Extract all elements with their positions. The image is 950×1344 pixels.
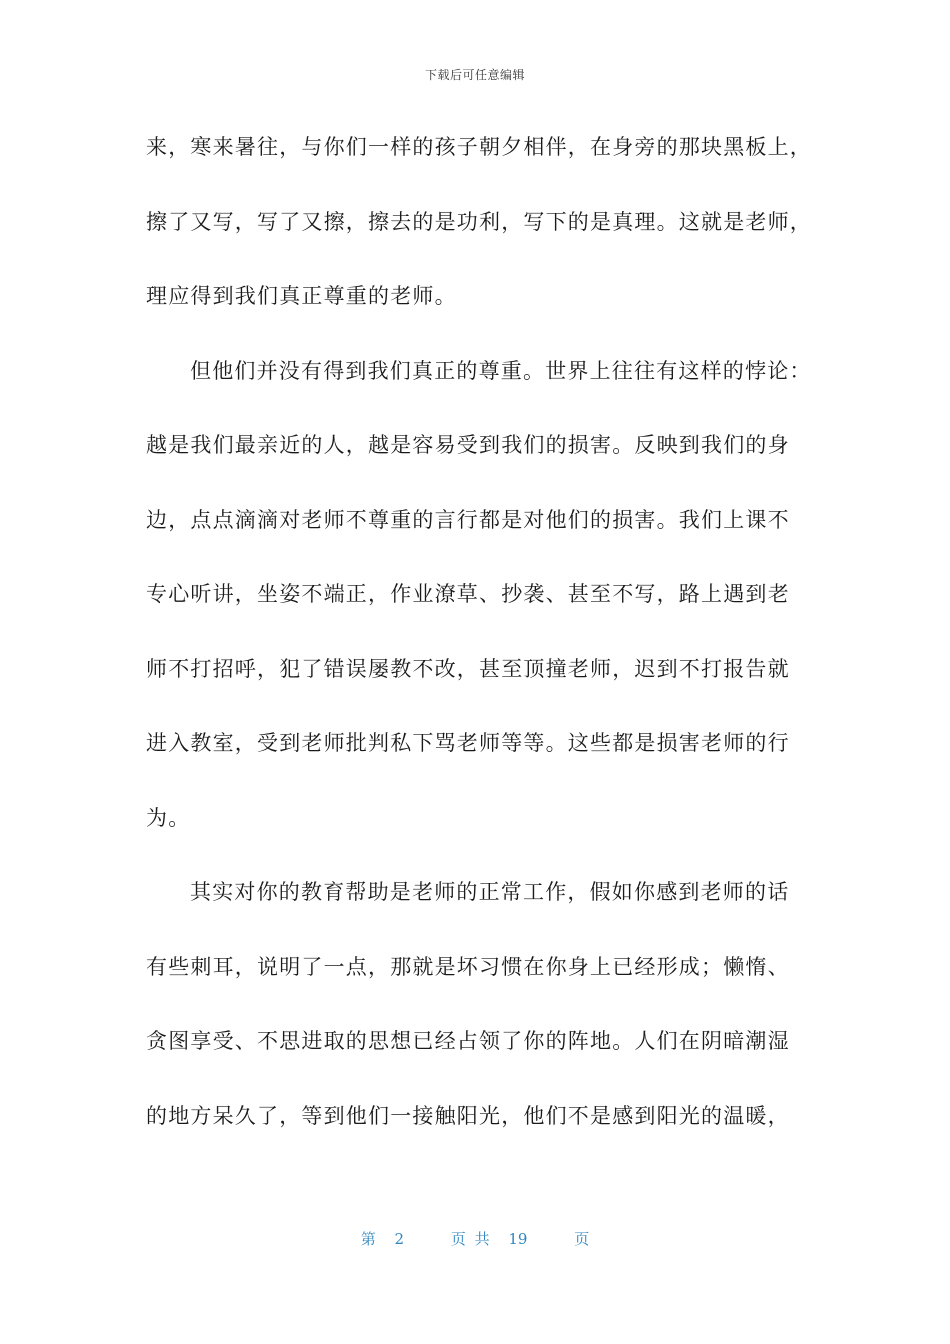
footer-prefix: 第 [360, 1230, 376, 1248]
footer-current-page: 2 [394, 1230, 405, 1248]
footer-mid: 页 共 [450, 1230, 490, 1248]
page-header [0, 66, 950, 83]
text-line-3: 理应得到我们真正尊重的老师。 [146, 284, 457, 308]
text-line-7: 专心听讲，坐姿不端正，作业潦草、抄袭、甚至不写，路上遇到老 [146, 582, 790, 606]
text-line-6: 边，点点滴滴对老师不尊重的言行都是对他们的损害。我们上课不 [146, 507, 790, 532]
text-line-2: 擦了又写，写了又擦，擦去的是功利，写下的是真理。这就是老师， [146, 209, 812, 234]
text-line-4: 但他们并没有得到我们真正的尊重。世界上往往有这样的悖论： [190, 358, 812, 383]
page-footer [0, 1228, 950, 1249]
text-line-13: 贪图享受、不思进取的思想已经占领了你的阵地。人们在阴暗潮湿 [146, 1029, 790, 1053]
text-line-14: 的地方呆久了，等到他们一接触阳光，他们不是感到阳光的温暖， [146, 1103, 790, 1128]
text-line-9: 进入教室，受到老师批判私下骂老师等等。这些都是损害老师的行 [146, 731, 790, 755]
footer-suffix: 页 [574, 1230, 590, 1248]
document-body [146, 130, 812, 1173]
text-line-8: 师不打招呼，犯了错误屡教不改，甚至顶撞老师，迟到不打报告就 [146, 656, 790, 681]
text-line-12: 有些刺耳，说明了一点，那就是坏习惯在你身上已经形成；懒惰、 [146, 954, 790, 979]
text-line-10: 为。 [146, 805, 191, 830]
text-line-11: 其实对你的教育帮助是老师的正常工作，假如你感到老师的话 [190, 880, 790, 904]
text-line-1: 来，寒来暑往，与你们一样的孩子朝夕相伴，在身旁的那块黑板上， [146, 135, 812, 159]
header-text: 下载后可任意编辑 [424, 68, 525, 82]
text-line-5: 越是我们最亲近的人，越是容易受到我们的损害。反映到我们的身 [146, 433, 790, 457]
footer-total-pages: 19 [508, 1230, 528, 1248]
